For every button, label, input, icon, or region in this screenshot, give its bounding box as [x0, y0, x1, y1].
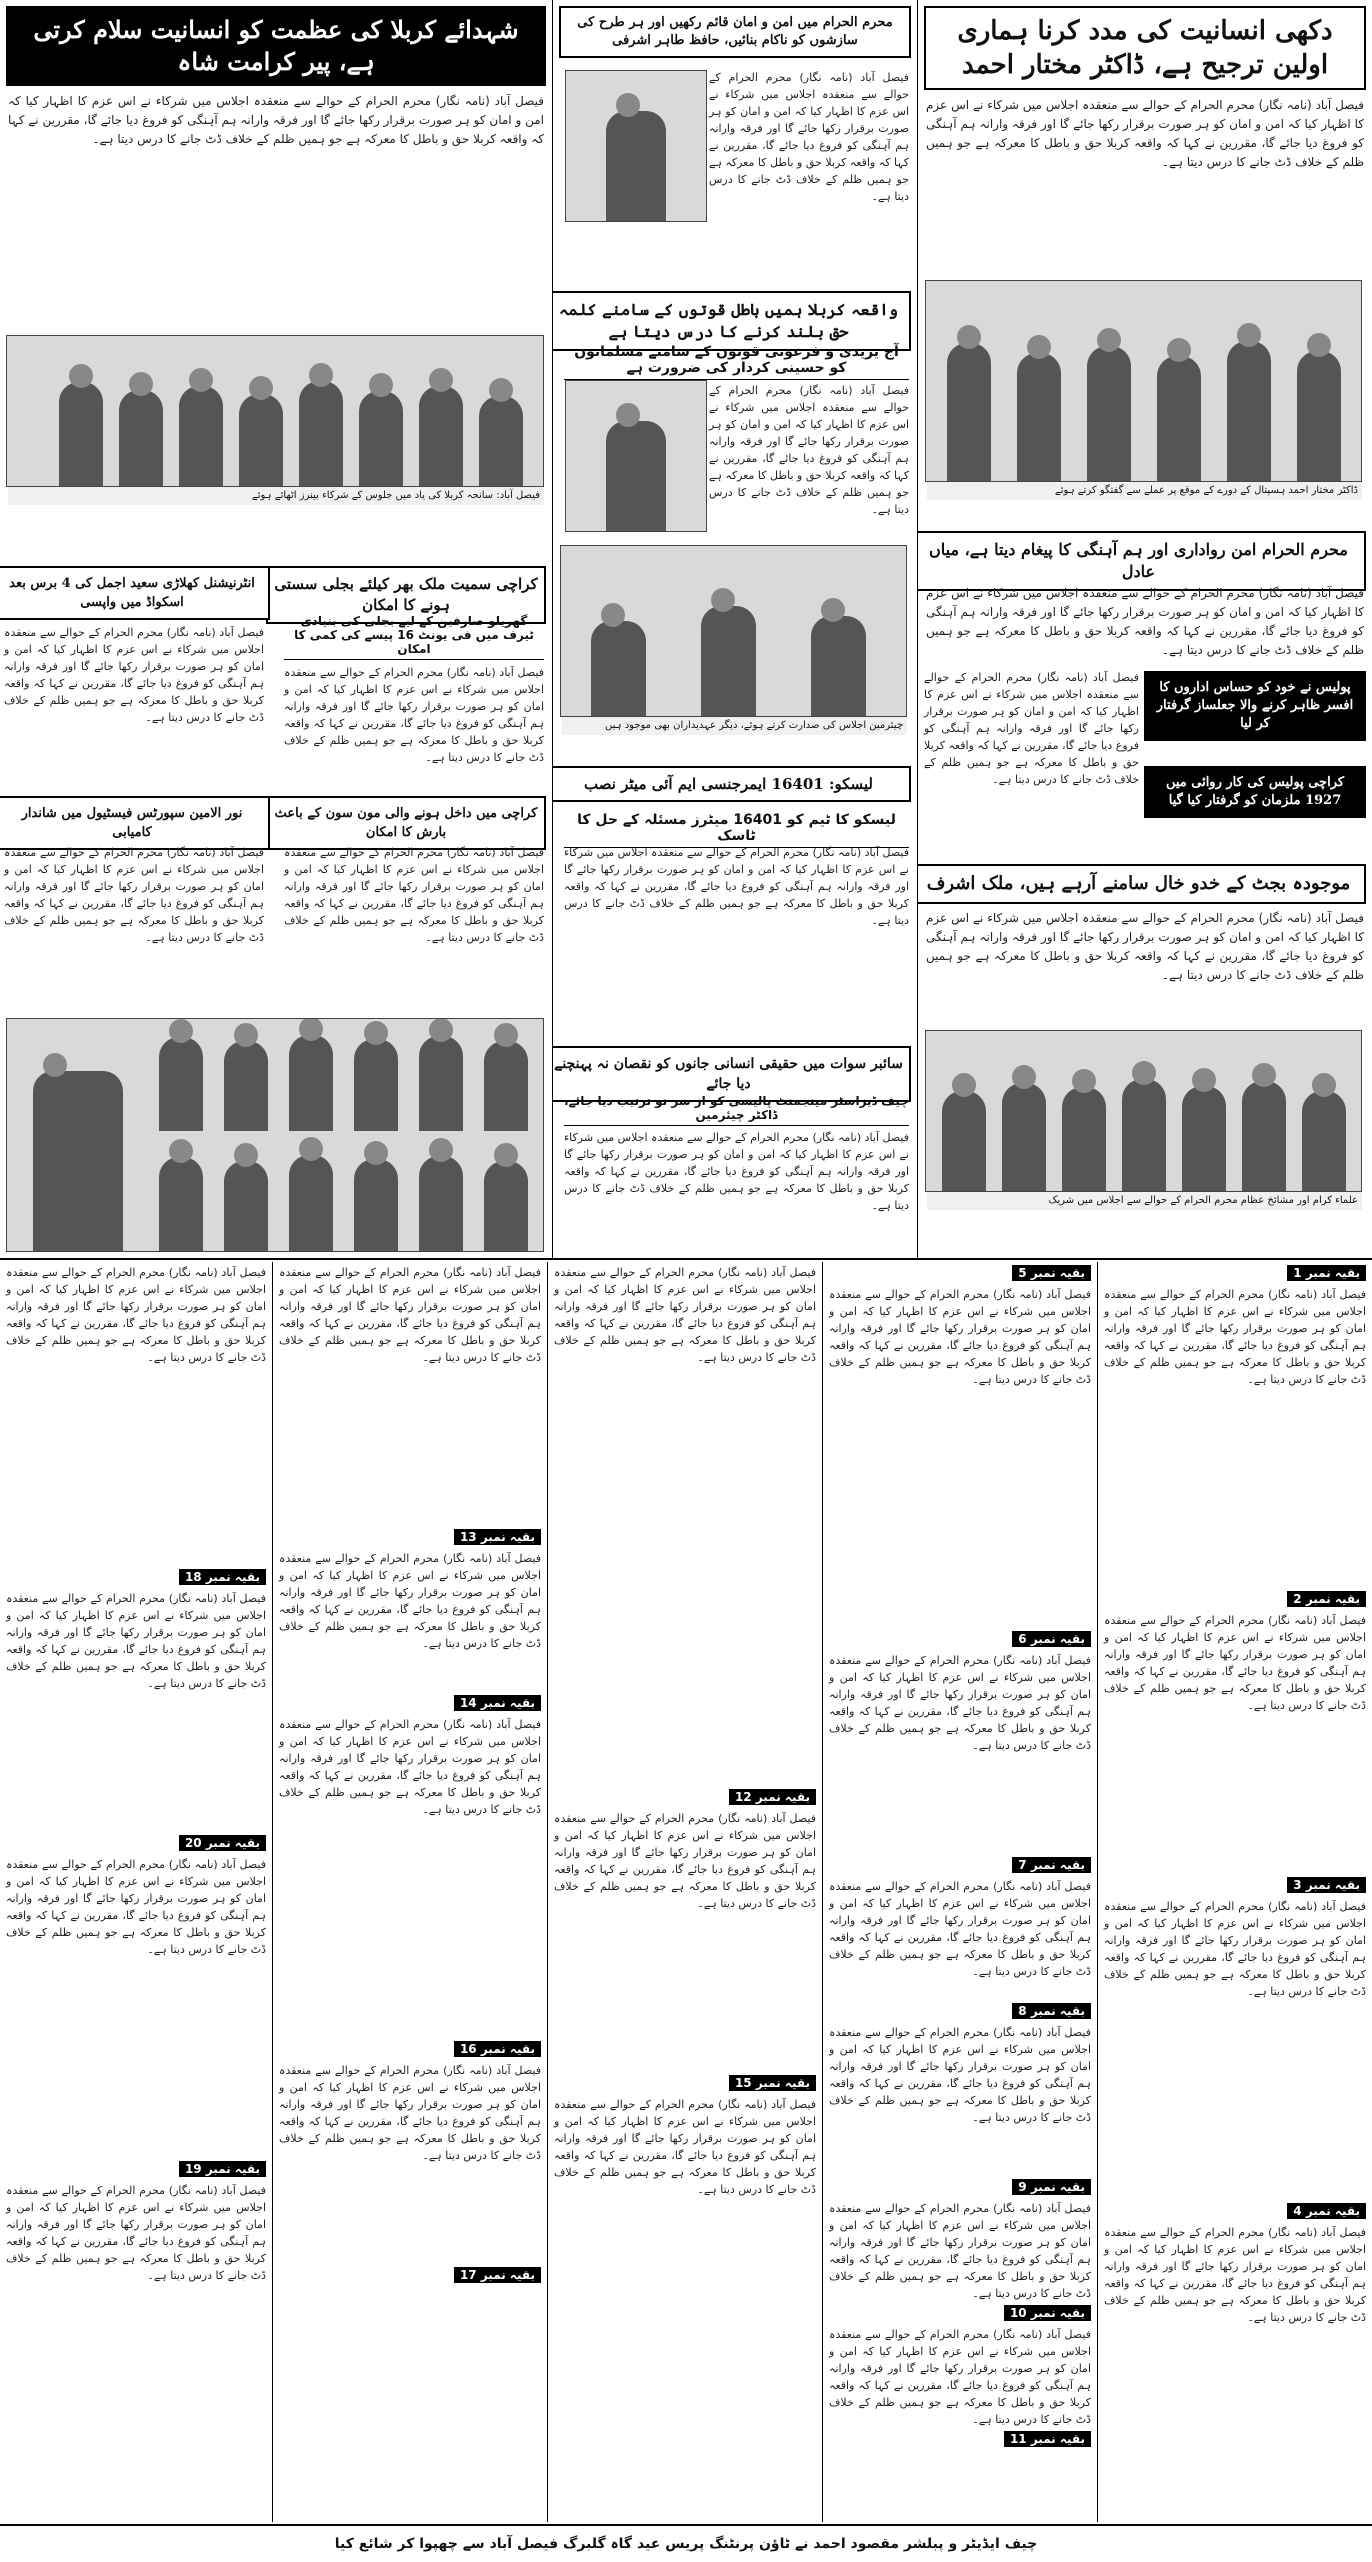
lesco-headline: لیسکو: 16401 ایمرجنسی ایم آئی میٹر نصب: [552, 766, 911, 802]
cont-4: بقیہ نمبر 4: [1287, 2203, 1366, 2219]
meeting-photo: [560, 545, 907, 717]
cyber-headline: سائبر سوات میں حقیقی انسانی جانوں کو نقصان نہ پہنچنے دیا جائے: [552, 1046, 911, 1102]
right-main-headline: دکھی انسانیت کی مدد کرنا ہماری اولین ترجیح ہے، ڈاکٹر مختار احمد: [924, 6, 1366, 90]
cont-20-text: فیصل آباد (نامہ نگار) محرم الحرام کے حوالے سے منعقدہ اجلاس میں شرکاء نے اس عزم کا اظہار کیا کہ امن و امان کو ہر صورت برقرار رکھا جائے گا اور فرقہ وارانہ ہم آہنگی کو فروغ دیا جائے گا، مقررین نے کہا کہ واقعہ کربلا حق و باطل کا معرکہ ہے جو ہمیں ظلم کے خلاف ڈٹ جانے کا درس دیتا ہے۔: [6, 1858, 266, 1956]
nurulamin-headline: نور الامین سپورٹس فیسٹیول میں شاندار کامیابی: [0, 796, 270, 850]
portraits-grid-photo: [6, 1018, 544, 1252]
right-photo-caption: ڈاکٹر مختار احمد ہسپتال کے دورے کے موقع پر عملے سے گفتگو کرتے ہوئے: [927, 482, 1362, 500]
cont-6-text: فیصل آباد (نامہ نگار) محرم الحرام کے حوالے سے منعقدہ اجلاس میں شرکاء نے اس عزم کا اظہار کیا کہ امن و امان کو ہر صورت برقرار رکھا جائے گا اور فرقہ وارانہ ہم آہنگی کو فروغ دیا جائے گا، مقررین نے کہا کہ واقعہ کربلا حق و باطل کا معرکہ ہے جو ہمیں ظلم کے خلاف ڈٹ جانے کا درس دیتا ہے۔: [829, 1654, 1091, 1752]
middle-column: [552, 0, 917, 1260]
middle-second-body: فیصل آباد (نامہ نگار) محرم الحرام کے حوالے سے منعقدہ اجلاس میں شرکاء نے اس عزم کا اظہار کیا کہ امن و امان کو ہر صورت برقرار رکھا جائے گا اور فرقہ وارانہ ہم آہنگی کو فروغ دیا جائے گا، مقررین نے کہا کہ واقعہ کربلا حق و باطل کا معرکہ ہے جو ہمیں ظلم کے خلاف ڈٹ جانے کا درس دیتا ہے۔: [709, 384, 909, 516]
electricity-body: فیصل آباد (نامہ نگار) محرم الحرام کے حوالے سے منعقدہ اجلاس میں شرکاء نے اس عزم کا اظہار کیا کہ امن و امان کو ہر صورت برقرار رکھا جائے گا اور فرقہ وارانہ ہم آہنگی کو فروغ دیا جائے گا، مقررین نے کہا کہ واقعہ کربلا حق و باطل کا معرکہ ہے جو ہمیں ظلم کے خلاف ڈٹ جانے کا درس دیتا ہے۔: [284, 666, 544, 764]
left-main-headline: شہدائے کربلا کی عظمت کو انسانیت سلام کرتی ہے، پیر کرامت شاہ: [6, 6, 546, 86]
right-second-headline: محرم الحرام امن رواداری اور ہم آہنگی کا پیغام دیتا ہے، میاں عادل: [917, 531, 1366, 591]
cont-11: بقیہ نمبر 11: [1004, 2431, 1091, 2447]
publisher-footer: چیف ایڈیٹر و پبلشر مقصود احمد نے ٹاؤن پرنٹنگ پریس عید گاہ گلبرگ فیصل آباد سے چھپوا کر شائع کیا: [0, 2524, 1372, 2562]
cont-8: بقیہ نمبر 8: [1012, 2003, 1091, 2019]
cont-20: بقیہ نمبر 20: [179, 1835, 266, 1851]
rally-photo: [6, 335, 544, 487]
left-column: [0, 0, 552, 1260]
monsoon-headline: کراچی میں داخل ہونے والی مون سون کے باعث بارش کا امکان: [266, 796, 546, 850]
right-second-body: فیصل آباد (نامہ نگار) محرم الحرام کے حوالے سے منعقدہ اجلاس میں شرکاء نے اس عزم کا اظہار کیا کہ امن و امان کو ہر صورت برقرار رکھا جائے گا اور فرقہ وارانہ ہم آہنگی کو فروغ دیا جائے گا، مقررین نے کہا کہ واقعہ کربلا حق و باطل کا معرکہ ہے جو ہمیں ظلم کے خلاف ڈٹ جانے کا درس دیتا ہے۔: [926, 586, 1364, 657]
cont-13: بقیہ نمبر 13: [454, 1529, 541, 1545]
vehicles-list-text: فیصل آباد (نامہ نگار) محرم الحرام کے حوالے سے منعقدہ اجلاس میں شرکاء نے اس عزم کا اظہار کیا کہ امن و امان کو ہر صورت برقرار رکھا جائے گا اور فرقہ وارانہ ہم آہنگی کو فروغ دیا جائے گا، مقررین نے کہا کہ واقعہ کربلا حق و باطل کا معرکہ ہے جو ہمیں ظلم کے خلاف ڈٹ جانے کا درس دیتا ہے۔: [554, 1266, 816, 1364]
middle-second-subheadline: آج یزیدی و فرعونی قوتوں کے سامنے مسلمانوں کو حسینی کردار کی ضرورت ہے: [564, 344, 909, 380]
police-body: فیصل آباد (نامہ نگار) محرم الحرام کے حوالے سے منعقدہ اجلاس میں شرکاء نے اس عزم کا اظہار کیا کہ امن و امان کو ہر صورت برقرار رکھا جائے گا اور فرقہ وارانہ ہم آہنگی کو فروغ دیا جائے گا، مقررین نے کہا کہ واقعہ کربلا حق و باطل کا معرکہ ہے جو ہمیں ظلم کے خلاف ڈٹ جانے کا درس دیتا ہے۔: [924, 671, 1139, 786]
right-main-body: فیصل آباد (نامہ نگار) محرم الحرام کے حوالے سے منعقدہ اجلاس میں شرکاء نے اس عزم کا اظہار کیا کہ امن و امان کو ہر صورت برقرار رکھا جائے گا اور فرقہ وارانہ ہم آہنگی کو فروغ دیا جائے گا، مقررین نے کہا کہ واقعہ کربلا حق و باطل کا معرکہ ہے جو ہمیں ظلم کے خلاف ڈٹ جانے کا درس دیتا ہے۔: [926, 98, 1364, 169]
bottom-col-5: [0, 1262, 272, 2522]
cont-2: بقیہ نمبر 2: [1287, 1591, 1366, 1607]
cont-10: بقیہ نمبر 10: [1004, 2305, 1091, 2321]
cont-9: بقیہ نمبر 9: [1012, 2179, 1091, 2195]
left-main-body: فیصل آباد (نامہ نگار) محرم الحرام کے حوالے سے منعقدہ اجلاس میں شرکاء نے اس عزم کا اظہار کیا کہ امن و امان کو ہر صورت برقرار رکھا جائے گا اور فرقہ وارانہ ہم آہنگی کو فروغ دیا جائے گا، مقررین نے کہا کہ واقعہ کربلا حق و باطل کا معرکہ ہے جو ہمیں ظلم کے خلاف ڈٹ جانے کا درس دیتا ہے۔: [8, 94, 544, 146]
cont-2-text: فیصل آباد (نامہ نگار) محرم الحرام کے حوالے سے منعقدہ اجلاس میں شرکاء نے اس عزم کا اظہار کیا کہ امن و امان کو ہر صورت برقرار رکھا جائے گا اور فرقہ وارانہ ہم آہنگی کو فروغ دیا جائے گا، مقررین نے کہا کہ واقعہ کربلا حق و باطل کا معرکہ ہے جو ہمیں ظلم کے خلاف ڈٹ جانے کا درس دیتا ہے۔: [1104, 1614, 1366, 1712]
cont-18: بقیہ نمبر 18: [179, 1569, 266, 1585]
cont-19: بقیہ نمبر 19: [179, 2161, 266, 2177]
right-group-caption: علماء کرام اور مشائخ عظام محرم الحرام کے حوالے سے اجلاس میں شریک: [927, 1192, 1362, 1210]
middle-top-body: فیصل آباد (نامہ نگار) محرم الحرام کے حوالے سے منعقدہ اجلاس میں شرکاء نے اس عزم کا اظہار کیا کہ امن و امان کو ہر صورت برقرار رکھا جائے گا اور فرقہ وارانہ ہم آہنگی کو فروغ دیا جائے گا، مقررین نے کہا کہ واقعہ کربلا حق و باطل کا معرکہ ہے جو ہمیں ظلم کے خلاف ڈٹ جانے کا درس دیتا ہے۔: [709, 71, 909, 203]
middle-top-headline: محرم الحرام میں امن و امان قائم رکھیں اور ہر طرح کی سازشوں کو ناکام بنائیں، حافظ طاہر اشرفی: [559, 6, 911, 58]
bottom-col-2: [822, 1262, 1097, 2522]
scholar-portrait: [565, 380, 707, 532]
cont-4-text: فیصل آباد (نامہ نگار) محرم الحرام کے حوالے سے منعقدہ اجلاس میں شرکاء نے اس عزم کا اظہار کیا کہ امن و امان کو ہر صورت برقرار رکھا جائے گا اور فرقہ وارانہ ہم آہنگی کو فروغ دیا جائے گا، مقررین نے کہا کہ واقعہ کربلا حق و باطل کا معرکہ ہے جو ہمیں ظلم کے خلاف ڈٹ جانے کا درس دیتا ہے۔: [1104, 2226, 1366, 2324]
cont-12-text: فیصل آباد (نامہ نگار) محرم الحرام کے حوالے سے منعقدہ اجلاس میں شرکاء نے اس عزم کا اظہار کیا کہ امن و امان کو ہر صورت برقرار رکھا جائے گا اور فرقہ وارانہ ہم آہنگی کو فروغ دیا جائے گا، مقررین نے کہا کہ واقعہ کربلا حق و باطل کا معرکہ ہے جو ہمیں ظلم کے خلاف ڈٹ جانے کا درس دیتا ہے۔: [554, 1812, 816, 1910]
cont-9-text: فیصل آباد (نامہ نگار) محرم الحرام کے حوالے سے منعقدہ اجلاس میں شرکاء نے اس عزم کا اظہار کیا کہ امن و امان کو ہر صورت برقرار رکھا جائے گا اور فرقہ وارانہ ہم آہنگی کو فروغ دیا جائے گا، مقررین نے کہا کہ واقعہ کربلا حق و باطل کا معرکہ ہے جو ہمیں ظلم کے خلاف ڈٹ جانے کا درس دیتا ہے۔: [829, 2202, 1091, 2300]
cont-7-text: فیصل آباد (نامہ نگار) محرم الحرام کے حوالے سے منعقدہ اجلاس میں شرکاء نے اس عزم کا اظہار کیا کہ امن و امان کو ہر صورت برقرار رکھا جائے گا اور فرقہ وارانہ ہم آہنگی کو فروغ دیا جائے گا، مقررین نے کہا کہ واقعہ کربلا حق و باطل کا معرکہ ہے جو ہمیں ظلم کے خلاف ڈٹ جانے کا درس دیتا ہے۔: [829, 1880, 1091, 1978]
cont-5-text: فیصل آباد (نامہ نگار) محرم الحرام کے حوالے سے منعقدہ اجلاس میں شرکاء نے اس عزم کا اظہار کیا کہ امن و امان کو ہر صورت برقرار رکھا جائے گا اور فرقہ وارانہ ہم آہنگی کو فروغ دیا جائے گا، مقررین نے کہا کہ واقعہ کربلا حق و باطل کا معرکہ ہے جو ہمیں ظلم کے خلاف ڈٹ جانے کا درس دیتا ہے۔: [829, 1288, 1091, 1386]
cont-17: بقیہ نمبر 17: [454, 2267, 541, 2283]
lesco-body: فیصل آباد (نامہ نگار) محرم الحرام کے حوالے سے منعقدہ اجلاس میں شرکاء نے اس عزم کا اظہار کیا کہ امن و امان کو ہر صورت برقرار رکھا جائے گا اور فرقہ وارانہ ہم آہنگی کو فروغ دیا جائے گا، مقررین نے کہا کہ واقعہ کربلا حق و باطل کا معرکہ ہے جو ہمیں ظلم کے خلاف ڈٹ جانے کا درس دیتا ہے۔: [564, 846, 909, 927]
cont-3: بقیہ نمبر 3: [1287, 1877, 1366, 1893]
nurulamin-body: فیصل آباد (نامہ نگار) محرم الحرام کے حوالے سے منعقدہ اجلاس میں شرکاء نے اس عزم کا اظہار کیا کہ امن و امان کو ہر صورت برقرار رکھا جائے گا اور فرقہ وارانہ ہم آہنگی کو فروغ دیا جائے گا، مقررین نے کہا کہ واقعہ کربلا حق و باطل کا معرکہ ہے جو ہمیں ظلم کے خلاف ڈٹ جانے کا درس دیتا ہے۔: [4, 846, 264, 944]
budget-headline: موجودہ بجٹ کے خدو خال سامنے آرہے ہیں، ملک اشرف: [917, 864, 1366, 904]
bottom-col-4: [272, 1262, 547, 2522]
bottom-col-3: [547, 1262, 822, 2522]
cont-5: بقیہ نمبر 5: [1012, 1265, 1091, 1281]
cont-10-text: فیصل آباد (نامہ نگار) محرم الحرام کے حوالے سے منعقدہ اجلاس میں شرکاء نے اس عزم کا اظہار کیا کہ امن و امان کو ہر صورت برقرار رکھا جائے گا اور فرقہ وارانہ ہم آہنگی کو فروغ دیا جائے گا، مقررین نے کہا کہ واقعہ کربلا حق و باطل کا معرکہ ہے جو ہمیں ظلم کے خلاف ڈٹ جانے کا درس دیتا ہے۔: [829, 2328, 1091, 2426]
right-column: [917, 0, 1372, 1260]
cont-6: بقیہ نمبر 6: [1012, 1631, 1091, 1647]
ulema-group-photo: [925, 1030, 1362, 1192]
rally-caption: فیصل آباد: سانحہ کربلا کی یاد میں جلوس کے شرکاء بینرز اٹھائے ہوئے: [8, 487, 544, 505]
police-box: پولیس نے خود کو حساس اداروں کا افسر ظاہر کرنے والا جعلساز گرفتار کر لیا: [1144, 671, 1366, 741]
col4-top-text: فیصل آباد (نامہ نگار) محرم الحرام کے حوالے سے منعقدہ اجلاس میں شرکاء نے اس عزم کا اظہار کیا کہ امن و امان کو ہر صورت برقرار رکھا جائے گا اور فرقہ وارانہ ہم آہنگی کو فروغ دیا جائے گا، مقررین نے کہا کہ واقعہ کربلا حق و باطل کا معرکہ ہے جو ہمیں ظلم کے خلاف ڈٹ جانے کا درس دیتا ہے۔: [279, 1266, 541, 1364]
cont-14: بقیہ نمبر 14: [454, 1695, 541, 1711]
cont-15-text: فیصل آباد (نامہ نگار) محرم الحرام کے حوالے سے منعقدہ اجلاس میں شرکاء نے اس عزم کا اظہار کیا کہ امن و امان کو ہر صورت برقرار رکھا جائے گا اور فرقہ وارانہ ہم آہنگی کو فروغ دیا جائے گا، مقررین نے کہا کہ واقعہ کربلا حق و باطل کا معرکہ ہے جو ہمیں ظلم کے خلاف ڈٹ جانے کا درس دیتا ہے۔: [554, 2098, 816, 2196]
cyber-subheadline: چیف ڈیزاسٹر مینجمنٹ پالیسی کو از سر نو ترتیب دیا جائے، ڈاکٹر چیئرمین: [564, 1094, 909, 1126]
cont-16-text: فیصل آباد (نامہ نگار) محرم الحرام کے حوالے سے منعقدہ اجلاس میں شرکاء نے اس عزم کا اظہار کیا کہ امن و امان کو ہر صورت برقرار رکھا جائے گا اور فرقہ وارانہ ہم آہنگی کو فروغ دیا جائے گا، مقررین نے کہا کہ واقعہ کربلا حق و باطل کا معرکہ ہے جو ہمیں ظلم کے خلاف ڈٹ جانے کا درس دیتا ہے۔: [279, 2064, 541, 2162]
electricity-headline: کراچی سمیت ملک بھر کیلئے بجلی سستی ہونے کا امکان: [266, 566, 546, 624]
cont-1: بقیہ نمبر 1: [1287, 1265, 1366, 1281]
cont-7: بقیہ نمبر 7: [1012, 1857, 1091, 1873]
cont-1-text: فیصل آباد (نامہ نگار) محرم الحرام کے حوالے سے منعقدہ اجلاس میں شرکاء نے اس عزم کا اظہار کیا کہ امن و امان کو ہر صورت برقرار رکھا جائے گا اور فرقہ وارانہ ہم آہنگی کو فروغ دیا جائے گا، مقررین نے کہا کہ واقعہ کربلا حق و باطل کا معرکہ ہے جو ہمیں ظلم کے خلاف ڈٹ جانے کا درس دیتا ہے۔: [1104, 1288, 1366, 1386]
karachi-box: کراچی پولیس کی کار روائی میں 1927 ملزمان کو گرفتار کیا گیا: [1144, 766, 1366, 818]
cont-15: بقیہ نمبر 15: [729, 2075, 816, 2091]
cont-19-text: فیصل آباد (نامہ نگار) محرم الحرام کے حوالے سے منعقدہ اجلاس میں شرکاء نے اس عزم کا اظہار کیا کہ امن و امان کو ہر صورت برقرار رکھا جائے گا اور فرقہ وارانہ ہم آہنگی کو فروغ دیا جائے گا، مقررین نے کہا کہ واقعہ کربلا حق و باطل کا معرکہ ہے جو ہمیں ظلم کے خلاف ڈٹ جانے کا درس دیتا ہے۔: [6, 2184, 266, 2282]
col5-top-text: فیصل آباد (نامہ نگار) محرم الحرام کے حوالے سے منعقدہ اجلاس میں شرکاء نے اس عزم کا اظہار کیا کہ امن و امان کو ہر صورت برقرار رکھا جائے گا اور فرقہ وارانہ ہم آہنگی کو فروغ دیا جائے گا، مقررین نے کہا کہ واقعہ کربلا حق و باطل کا معرکہ ہے جو ہمیں ظلم کے خلاف ڈٹ جانے کا درس دیتا ہے۔: [6, 1266, 266, 1364]
middle-second-headline: واقعہ کربلا ہمیں باطل قوتوں کے سامنے کلمہ حق بلند کرنے کا درس دیتا ہے: [552, 291, 911, 351]
cont-3-text: فیصل آباد (نامہ نگار) محرم الحرام کے حوالے سے منعقدہ اجلاس میں شرکاء نے اس عزم کا اظہار کیا کہ امن و امان کو ہر صورت برقرار رکھا جائے گا اور فرقہ وارانہ ہم آہنگی کو فروغ دیا جائے گا، مقررین نے کہا کہ واقعہ کربلا حق و باطل کا معرکہ ہے جو ہمیں ظلم کے خلاف ڈٹ جانے کا درس دیتا ہے۔: [1104, 1900, 1366, 1998]
cont-8-text: فیصل آباد (نامہ نگار) محرم الحرام کے حوالے سے منعقدہ اجلاس میں شرکاء نے اس عزم کا اظہار کیا کہ امن و امان کو ہر صورت برقرار رکھا جائے گا اور فرقہ وارانہ ہم آہنگی کو فروغ دیا جائے گا، مقررین نے کہا کہ واقعہ کربلا حق و باطل کا معرکہ ہے جو ہمیں ظلم کے خلاف ڈٹ جانے کا درس دیتا ہے۔: [829, 2026, 1091, 2124]
cont-18-text: فیصل آباد (نامہ نگار) محرم الحرام کے حوالے سے منعقدہ اجلاس میں شرکاء نے اس عزم کا اظہار کیا کہ امن و امان کو ہر صورت برقرار رکھا جائے گا اور فرقہ وارانہ ہم آہنگی کو فروغ دیا جائے گا، مقررین نے کہا کہ واقعہ کربلا حق و باطل کا معرکہ ہے جو ہمیں ظلم کے خلاف ڈٹ جانے کا درس دیتا ہے۔: [6, 1592, 266, 1690]
hospital-photo: [925, 280, 1362, 482]
cont-16: بقیہ نمبر 16: [454, 2041, 541, 2057]
cont-12: بقیہ نمبر 12: [729, 1789, 816, 1805]
cont-13-text: فیصل آباد (نامہ نگار) محرم الحرام کے حوالے سے منعقدہ اجلاس میں شرکاء نے اس عزم کا اظہار کیا کہ امن و امان کو ہر صورت برقرار رکھا جائے گا اور فرقہ وارانہ ہم آہنگی کو فروغ دیا جائے گا، مقررین نے کہا کہ واقعہ کربلا حق و باطل کا معرکہ ہے جو ہمیں ظلم کے خلاف ڈٹ جانے کا درس دیتا ہے۔: [279, 1552, 541, 1650]
cricket-headline: انٹرنیشنل کھلاڑی سعید اجمل کی 4 برس بعد اسکواڈ میں واپسی: [0, 566, 270, 620]
ashrafi-portrait: [565, 70, 707, 222]
cricket-body: فیصل آباد (نامہ نگار) محرم الحرام کے حوالے سے منعقدہ اجلاس میں شرکاء نے اس عزم کا اظہار کیا کہ امن و امان کو ہر صورت برقرار رکھا جائے گا اور فرقہ وارانہ ہم آہنگی کو فروغ دیا جائے گا، مقررین نے کہا کہ واقعہ کربلا حق و باطل کا معرکہ ہے جو ہمیں ظلم کے خلاف ڈٹ جانے کا درس دیتا ہے۔: [4, 626, 264, 724]
bottom-col-1: [1097, 1262, 1372, 2522]
electricity-subheadline: گھریلو صارفین کے لیے بجلی کی بنیادی ٹیرف میں فی یونٹ 16 پیسے کی کمی کا امکان: [284, 614, 544, 660]
lesco-subheadline: لیسکو کا ٹیم کو 16401 میٹرز مسئلہ کے حل کا ٹاسک: [564, 812, 909, 848]
budget-body: فیصل آباد (نامہ نگار) محرم الحرام کے حوالے سے منعقدہ اجلاس میں شرکاء نے اس عزم کا اظہار کیا کہ امن و امان کو ہر صورت برقرار رکھا جائے گا اور فرقہ وارانہ ہم آہنگی کو فروغ دیا جائے گا، مقررین نے کہا کہ واقعہ کربلا حق و باطل کا معرکہ ہے جو ہمیں ظلم کے خلاف ڈٹ جانے کا درس دیتا ہے۔: [926, 911, 1364, 982]
monsoon-body: فیصل آباد (نامہ نگار) محرم الحرام کے حوالے سے منعقدہ اجلاس میں شرکاء نے اس عزم کا اظہار کیا کہ امن و امان کو ہر صورت برقرار رکھا جائے گا اور فرقہ وارانہ ہم آہنگی کو فروغ دیا جائے گا، مقررین نے کہا کہ واقعہ کربلا حق و باطل کا معرکہ ہے جو ہمیں ظلم کے خلاف ڈٹ جانے کا درس دیتا ہے۔: [284, 846, 544, 944]
cont-14-text: فیصل آباد (نامہ نگار) محرم الحرام کے حوالے سے منعقدہ اجلاس میں شرکاء نے اس عزم کا اظہار کیا کہ امن و امان کو ہر صورت برقرار رکھا جائے گا اور فرقہ وارانہ ہم آہنگی کو فروغ دیا جائے گا، مقررین نے کہا کہ واقعہ کربلا حق و باطل کا معرکہ ہے جو ہمیں ظلم کے خلاف ڈٹ جانے کا درس دیتا ہے۔: [279, 1718, 541, 1816]
cyber-body: فیصل آباد (نامہ نگار) محرم الحرام کے حوالے سے منعقدہ اجلاس میں شرکاء نے اس عزم کا اظہار کیا کہ امن و امان کو ہر صورت برقرار رکھا جائے گا اور فرقہ وارانہ ہم آہنگی کو فروغ دیا جائے گا، مقررین نے کہا کہ واقعہ کربلا حق و باطل کا معرکہ ہے جو ہمیں ظلم کے خلاف ڈٹ جانے کا درس دیتا ہے۔: [564, 1131, 909, 1212]
meeting-caption: چیئرمین اجلاس کی صدارت کرتے ہوئے، دیگر عہدیداران بھی موجود ہیں: [562, 717, 907, 735]
